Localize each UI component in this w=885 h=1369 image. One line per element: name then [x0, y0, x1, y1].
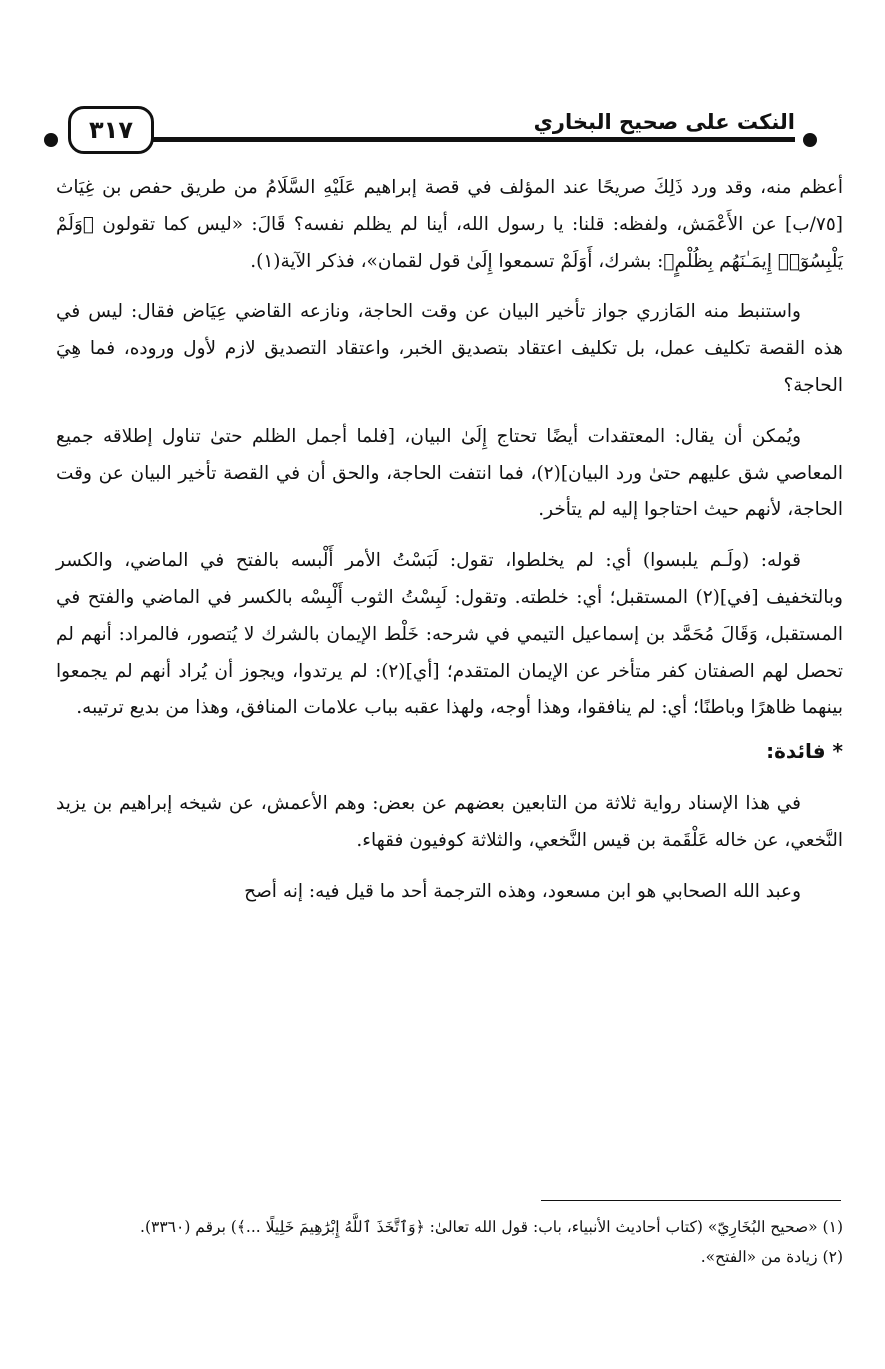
header-ornament-dot: [44, 133, 58, 147]
paragraph: أعظم منه، وقد ورد ذَلِكَ صريحًا عند المؤلف في قصة إبراهيم عَلَيْهِ السَّلَامُ من طريق حفص بن غِيَاث [٧٥/ب] عن الأَعْمَش، ولفظه: قلنا: يا رسول الله، أينا لم يظلم نفسه؟ قَالَ: «ليس كما تقولون ﴿وَلَمْ يَلْبِسُوٓا۟ إِيمَـٰنَهُم بِظُلْمٍ﴾: بشرك، أَوَلَمْ تسمعوا إِلَىٰ قول لقمان»، فذكر الآية(١).: [56, 177, 843, 272]
header-ornament-dot: [803, 133, 817, 147]
header-rule: [150, 137, 795, 142]
body-text: [56, 170, 843, 924]
paragraph: وعبد الله الصحابي هو ابن مسعود، وهذه الترجمة أحد ما قيل فيه: إنه أصح: [244, 880, 801, 902]
paragraph: ويُمكن أن يقال: المعتقدات أيضًا تحتاج إِلَىٰ البيان، [فلما أجمل الظلم حتىٰ تناول إطلاقه جميع المعاصي شق عليهم حتىٰ ورد البيان](٢)، فما انتفت الحاجة، والحق أن في القصة تأخير البيان عن وقت الحاجة، لأنهم حيث احتاجوا إليه لم يتأخر.: [56, 425, 843, 521]
running-title: النكت على صحيح البخاري: [533, 110, 795, 134]
footnotes: [56, 1212, 843, 1272]
paragraph: قوله: (ولَـم يلبسوا) أي: لم يخلطوا، تقول: لَبَسْتُ الأمر أَلْبسه بالفتح في الماضي، والكسر وبالتخفيف [في](٢) المستقبل؛ أي: خلطته. وتقول: لَبِسْتُ الثوب أَلْبِسْه بالكسر في الماضي والفتح في المستقبل، وَقَالَ مُحَمَّد بن إسماعيل التيمي في شرحه: خَلْط الإيمان بالشرك لا يُتصور، فالمراد: أنهم لم تحصل لهم الصفتان كفر متأخر عن الإيمان المتقدم؛ [أي](٢): لم يرتدوا، ويجوز أن يُراد أنهم لم يجمعوا بينهما ظاهرًا وباطنًا؛ أي: لم ينافقوا، وهذا أوجه، ولهذا عقبه بباب علامات المنافق، وهذا من بديع ترتيبه.: [56, 550, 844, 719]
footnote: (١) «صحيح البُخَارِيّ» (كتاب أحاديث الأنبياء، باب: قول الله تعالىٰ: ﴿وَٱتَّخَذَ ٱللَّهُ إِبْرَٰهِيمَ خَلِيلًا ...﴾) برقم (٣٣٦٠).: [140, 1218, 843, 1236]
paragraph: في هذا الإسناد رواية ثلاثة من التابعين بعضهم عن بعض: وهم الأعمش، عن شيخه إبراهيم بن يزيد النَّخعي، عن خاله عَلْقَمة بن قيس النَّخعي، والثلاثة كوفيون فقهاء.: [56, 792, 843, 851]
page-header: [0, 100, 885, 170]
section-heading: * فائدة:: [766, 739, 843, 764]
footnote-separator: [541, 1200, 841, 1201]
page-number: ٣١٧: [68, 106, 154, 154]
paragraph: واستنبط منه المَازري جواز تأخير البيان عن وقت الحاجة، ونازعه القاضي عِيَاض فقال: ليس في هذه القصة تكليف عمل، بل تكليف اعتقاد بتصديق الخبر، واعتقاد التصديق لازم لأول وروده، فما هِيَ الحاجة؟: [56, 301, 843, 396]
footnote: (٢) زيادة من «الفتح».: [700, 1248, 843, 1266]
